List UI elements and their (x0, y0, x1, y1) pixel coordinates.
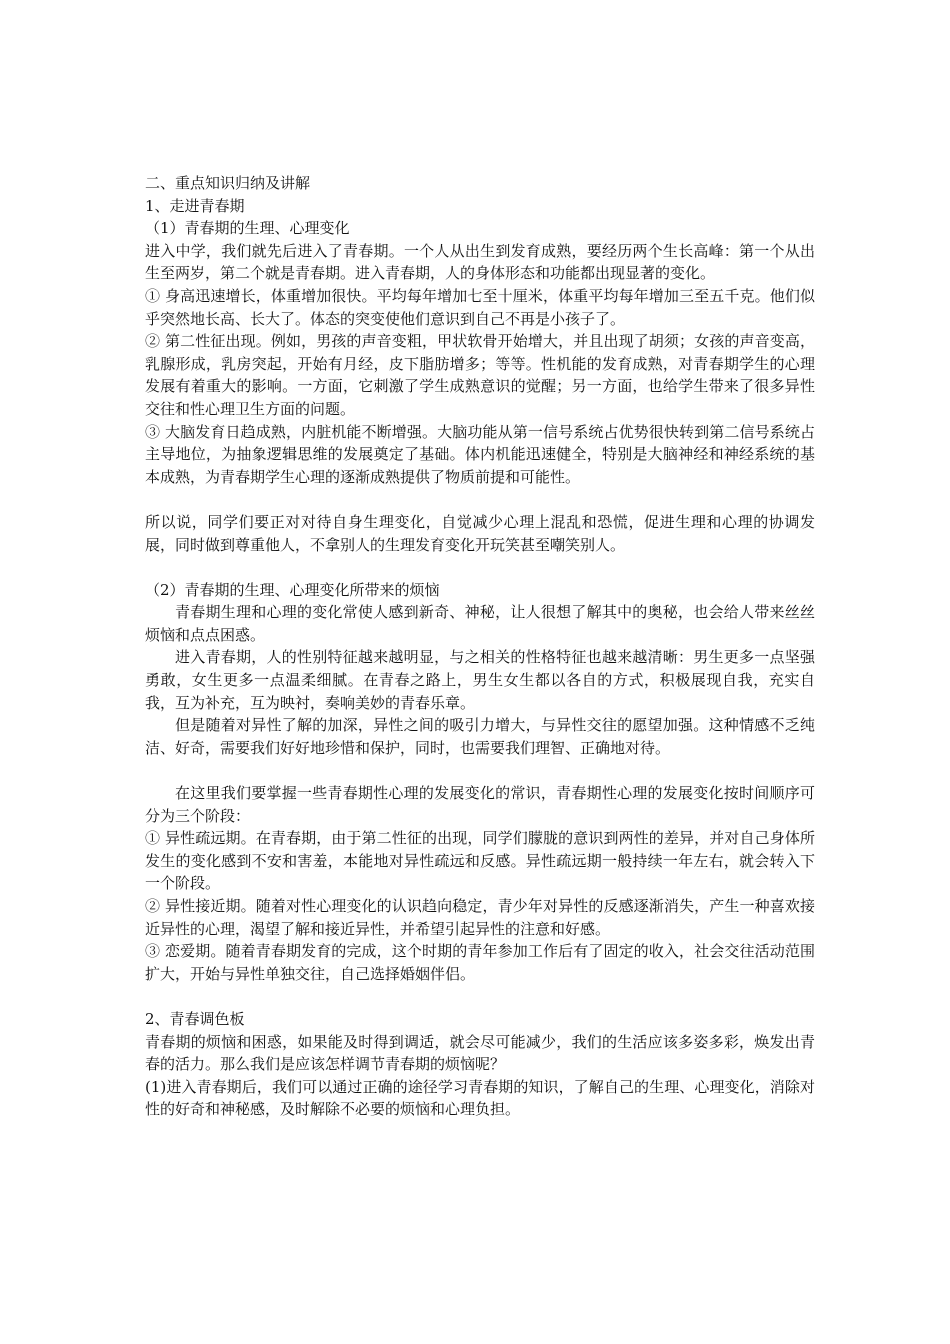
blank-line (145, 759, 815, 782)
stage-2: ② 异性接近期。随着对性心理变化的认识趋向稳定，青少年对异性的反感逐渐消失，产生一种喜欢接近异性的心理，渴望了解和接近异性，并希望引起异性的注意和好感。 (145, 897, 815, 938)
sub2-paragraph-2: 进入青春期，人的性别特征越来越明显，与之相关的性格特征也越来越清晰：男生更多一点坚强勇敢，女生更多一点温柔细腻。在青春之路上，男生女生都以各自的方式，积极展现自我，充实自我，互为补充，互为映衬，奏响美妙的青春乐章。 (145, 648, 815, 712)
sub1-point-1: ① 身高迅速增长，体重增加很快。平均每年增加七至十厘米，体重平均每年增加三至五千克。他们似乎突然地长高、长大了。体态的突变使他们意识到自己不再是小孩子了。 (145, 286, 815, 328)
sub1-point-3: ③ 大脑发育日趋成熟，内脏机能不断增强。大脑功能从第一信号系统占优势很快转到第二信号系统占主导地位，为抽象逻辑思维的发展奠定了基础。体内机能迅速健全，特别是大脑神经和神经系统的基本成熟，为青春期学生心理的逐渐成熟提供了物质前提和可能性。 (145, 422, 815, 486)
sub1-intro-paragraph: 进入中学，我们就先后进入了青春期。一个人从出生到发育成熟，要经历两个生长高峰：第一个从出生至两岁，第二个就是青春期。进入青春期，人的身体形态和功能都出现显著的变化。 (145, 241, 815, 283)
sub1-conclusion-paragraph: 所以说，同学们要正对对待自身生理变化，自觉减少心理上混乱和恐慌，促进生理和心理的协调发展，同时做到尊重他人，不拿别人的生理发育变化开玩笑甚至嘲笑别人。 (145, 512, 815, 554)
sub2-heading: （2）青春期的生理、心理变化所带来的烦恼 (145, 580, 440, 599)
sub2-paragraph-1: 青春期生理和心理的变化常使人感到新奇、神秘，让人很想了解其中的奥秘，也会给人带来丝丝烦恼和点点困惑。 (145, 603, 815, 644)
document-body (145, 172, 815, 1121)
section-heading: 二、重点知识归纳及讲解 (145, 174, 311, 192)
sub1-heading: （1）青春期的生理、心理变化 (145, 219, 350, 238)
blank-line (145, 556, 815, 579)
sub2-paragraph-4: 在这里我们要掌握一些青春期性心理的发展变化的常识，青春期性心理的发展变化按时间顺序可分为三个阶段： (145, 784, 815, 825)
stage-3: ③ 恋爱期。随着青春期发育的完成，这个时期的青年参加工作后有了固定的收入，社会交往活动范围扩大，开始与异性单独交往，自己选择婚姻伴侣。 (145, 942, 815, 983)
part2-heading: 2、青春调色板 (145, 1009, 245, 1028)
part2-intro-paragraph: 青春期的烦恼和困惑，如果能及时得到调适，就会尽可能减少，我们的生活应该多姿多彩，焕发出青春的活力。那么我们是应该怎样调节青春期的烦恼呢？ (145, 1032, 815, 1074)
blank-line (145, 985, 815, 1008)
part1-heading: 1、走进青春期 (145, 196, 245, 215)
sub1-point-2: ② 第二性征出现。例如，男孩的声音变粗，甲状软骨开始增大，并且出现了胡须；女孩的声音变高，乳腺形成，乳房突起，开始有月经，皮下脂肪增多；等等。性机能的发育成熟，对青春期学生的心理发展有着重大的影响。一方面，它刺激了学生成熟意识的觉醒；另一方面，也给学生带来了很多异性交往和性心理卫生方面的问题。 (145, 332, 815, 418)
sub2-paragraph-3: 但是随着对异性了解的加深，异性之间的吸引力增大，与异性交往的愿望加强。这种情感不乏纯洁、好奇，需要我们好好地珍惜和保护，同时，也需要我们理智、正确地对待。 (145, 716, 815, 757)
stage-1: ① 异性疏远期。在青春期，由于第二性征的出现，同学们朦胧的意识到两性的差异，并对自己身体所发生的变化感到不安和害羞，本能地对异性疏远和反感。异性疏远期一般持续一年左右，就会转入下一个阶段。 (145, 829, 815, 893)
blank-line (145, 488, 815, 511)
part2-item-1: (1)进入青春期后，我们可以通过正确的途径学习青春期的知识，了解自己的生理、心理变化，消除对性的好奇和神秘感，及时解除不必要的烦恼和心理负担。 (145, 1077, 815, 1119)
